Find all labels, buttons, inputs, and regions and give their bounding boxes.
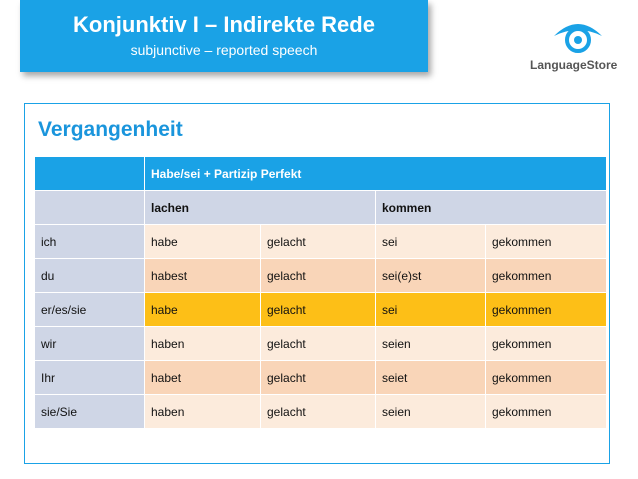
participle-cell: gelacht [261, 259, 376, 293]
participle-cell: gekommen [486, 293, 607, 327]
empty-verb-cell [35, 191, 145, 225]
aux-cell: sei(e)st [376, 259, 486, 293]
table-row [35, 395, 607, 429]
table-header-cell: Habe/sei + Partizip Perfekt [145, 157, 607, 191]
participle-cell: gelacht [261, 293, 376, 327]
empty-header-cell [35, 157, 145, 191]
aux-cell: haben [145, 327, 261, 361]
participle-cell: gelacht [261, 361, 376, 395]
aux-cell: habe [145, 293, 261, 327]
aux-cell: habe [145, 225, 261, 259]
aux-cell: seien [376, 395, 486, 429]
aux-cell: seiet [376, 361, 486, 395]
participle-cell: gelacht [261, 225, 376, 259]
pronoun-cell: er/es/sie [35, 293, 145, 327]
slide-subtitle: subjunctive – reported speech [130, 42, 318, 58]
verb-header-lachen: lachen [145, 191, 376, 225]
table-row [35, 327, 607, 361]
participle-cell: gekommen [486, 225, 607, 259]
table-row [35, 361, 607, 395]
participle-cell: gekommen [486, 361, 607, 395]
participle-cell: gekommen [486, 327, 607, 361]
aux-cell: sei [376, 225, 486, 259]
title-banner [20, 0, 428, 72]
slide-title: Konjunktiv I – Indirekte Rede [73, 12, 375, 37]
logo-text: LanguageStore [530, 58, 618, 72]
participle-cell: gekommen [486, 259, 607, 293]
verb-header-row [35, 191, 607, 225]
pronoun-cell: wir [35, 327, 145, 361]
eye-logo-icon [550, 14, 606, 58]
table-header-row [35, 157, 607, 191]
aux-cell: habest [145, 259, 261, 293]
aux-cell: sei [376, 293, 486, 327]
table-row [35, 225, 607, 259]
participle-cell: gekommen [486, 395, 607, 429]
participle-cell: gelacht [261, 327, 376, 361]
table-row-highlighted [35, 293, 607, 327]
conjugation-table [34, 156, 607, 429]
pronoun-cell: Ihr [35, 361, 145, 395]
section-heading: Vergangenheit [38, 118, 183, 141]
pronoun-cell: sie/Sie [35, 395, 145, 429]
aux-cell: seien [376, 327, 486, 361]
participle-cell: gelacht [261, 395, 376, 429]
language-store-logo [530, 14, 626, 72]
pronoun-cell: du [35, 259, 145, 293]
pronoun-cell: ich [35, 225, 145, 259]
verb-header-kommen: kommen [376, 191, 607, 225]
aux-cell: haben [145, 395, 261, 429]
table-row [35, 259, 607, 293]
aux-cell: habet [145, 361, 261, 395]
